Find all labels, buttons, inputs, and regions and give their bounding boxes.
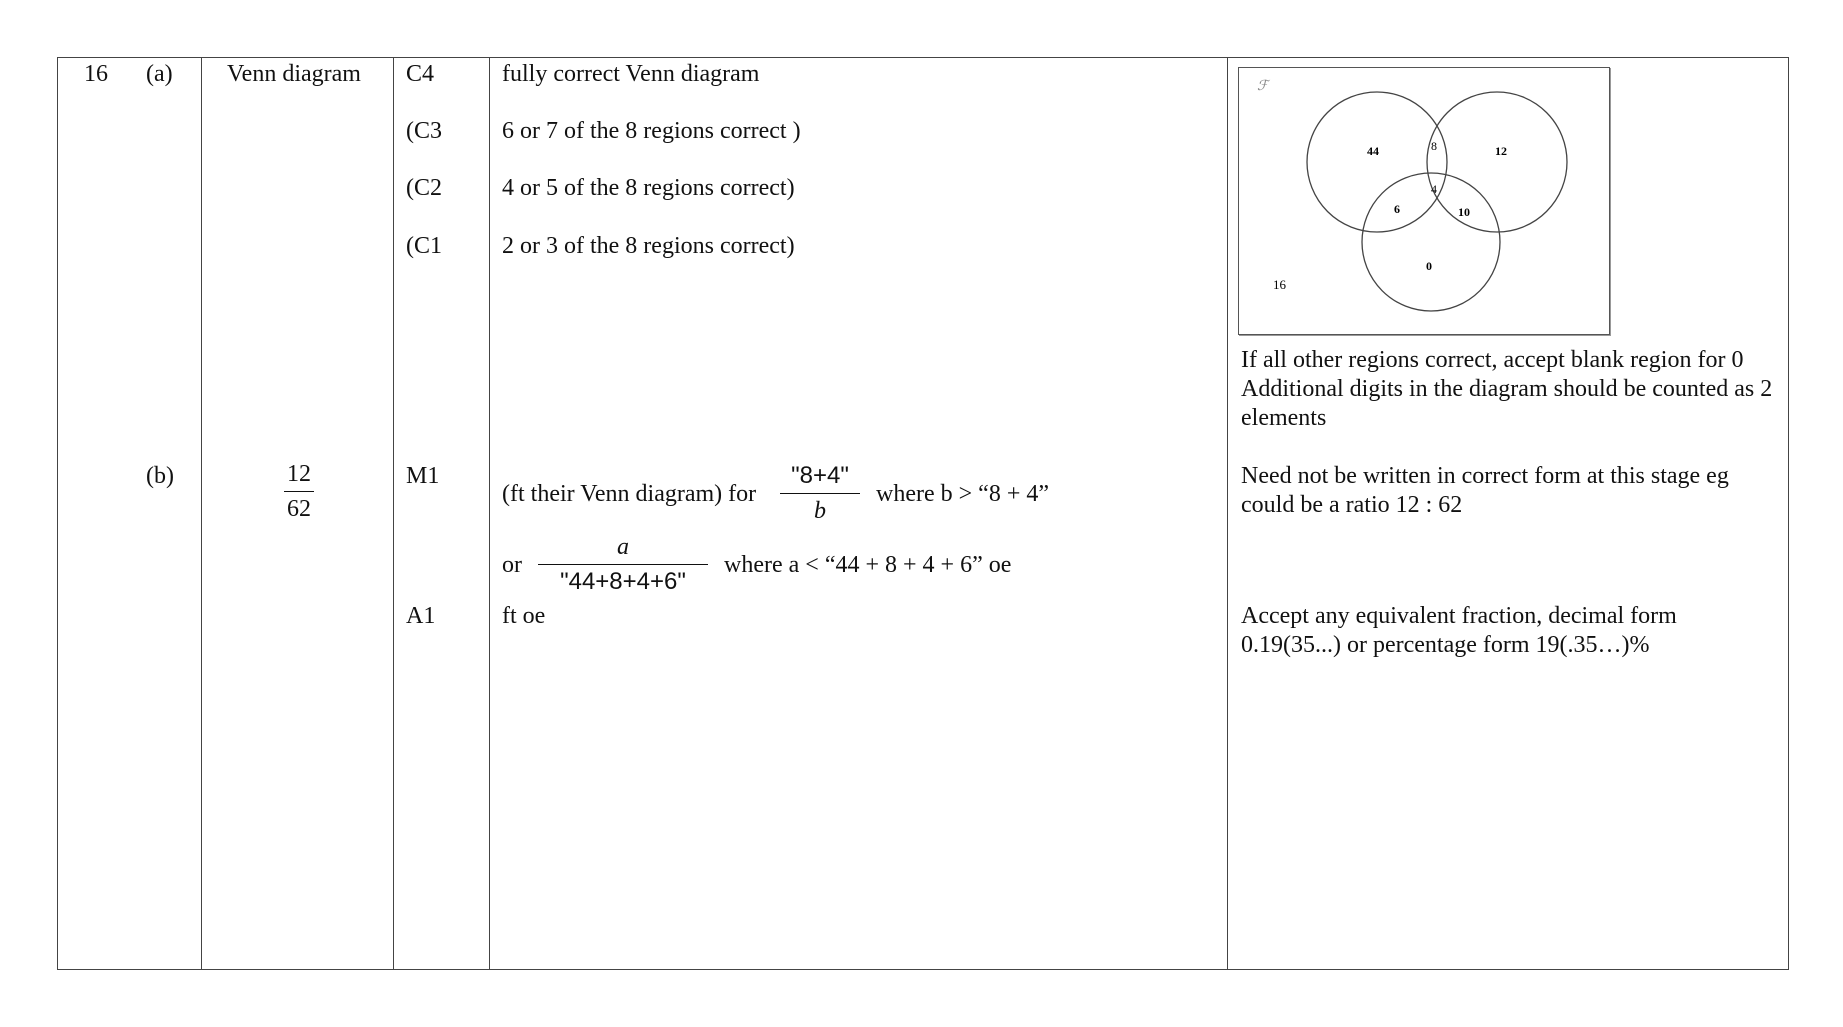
venn-region-c-only: 0: [1426, 259, 1432, 273]
method-condition: where a < “44 + 8 + 4 + 6” oe: [724, 552, 1012, 578]
mark-code: (C2: [406, 175, 442, 201]
fraction-bar: [780, 493, 860, 494]
part-a-answer: Venn diagram: [227, 61, 361, 87]
method-text: (ft their Venn diagram) for: [502, 481, 757, 507]
venn-region-b-only: 12: [1495, 144, 1507, 158]
column-divider: [1227, 57, 1228, 970]
mark-description: ft oe: [502, 603, 546, 629]
venn-region-bc: 10: [1458, 205, 1470, 219]
universal-set-mark: ℱ: [1257, 78, 1269, 94]
fraction-denominator: b: [814, 498, 826, 524]
mark-code: (C3: [406, 118, 442, 144]
column-divider: [489, 57, 490, 970]
mark-code: A1: [406, 603, 436, 629]
venn-region-a-only: 44: [1367, 144, 1379, 158]
venn-diagram-image: [1238, 67, 1610, 335]
mark-code: C4: [406, 61, 435, 87]
method-fraction: [538, 533, 708, 596]
venn-region-outside: 16: [1273, 277, 1286, 292]
venn-region-ac: 6: [1394, 202, 1400, 216]
mark-code: M1: [406, 463, 440, 489]
mark-description: 4 or 5 of the 8 regions correct): [502, 175, 795, 201]
venn-diagram: [1239, 68, 1611, 336]
guidance-note: Accept any equivalent fraction, decimal form 0.19(35...) or percentage form 19(.35…)%: [1241, 603, 1677, 658]
mark-description: 2 or 3 of the 8 regions correct): [502, 233, 795, 259]
mark-code: (C1: [406, 233, 442, 259]
guidance-note: Additional digits in the diagram should be counted as 2 elements: [1241, 376, 1773, 431]
guidance-note: Need not be written in correct form at this stage eg could be a ratio 12 : 62: [1241, 463, 1729, 518]
fraction-denominator: "44+8+4+6": [560, 568, 686, 595]
fraction-numerator: a: [617, 534, 629, 560]
answer-denominator: 62: [287, 496, 311, 522]
fraction-numerator: "8+4": [791, 462, 849, 489]
column-divider: [201, 57, 202, 970]
method-condition: where b > “8 + 4”: [876, 481, 1050, 507]
venn-circle-b: [1427, 92, 1567, 232]
venn-circle-a: [1307, 92, 1447, 232]
column-divider: [393, 57, 394, 970]
venn-region-abc: 4: [1431, 182, 1437, 196]
question-number: 16: [84, 61, 108, 87]
part-a-label: (a): [146, 61, 173, 87]
venn-region-ab: 8: [1431, 139, 1437, 153]
mark-description: 6 or 7 of the 8 regions correct ): [502, 118, 801, 144]
part-b-label: (b): [146, 463, 174, 489]
guidance-note: If all other regions correct, accept blank region for 0: [1241, 347, 1744, 373]
part-b-answer: [284, 460, 314, 523]
fraction-bar: [284, 491, 314, 492]
method-fraction: [780, 462, 860, 525]
method-or: or: [502, 552, 522, 578]
mark-description: fully correct Venn diagram: [502, 61, 760, 87]
answer-numerator: 12: [287, 461, 311, 487]
fraction-bar: [538, 564, 708, 565]
